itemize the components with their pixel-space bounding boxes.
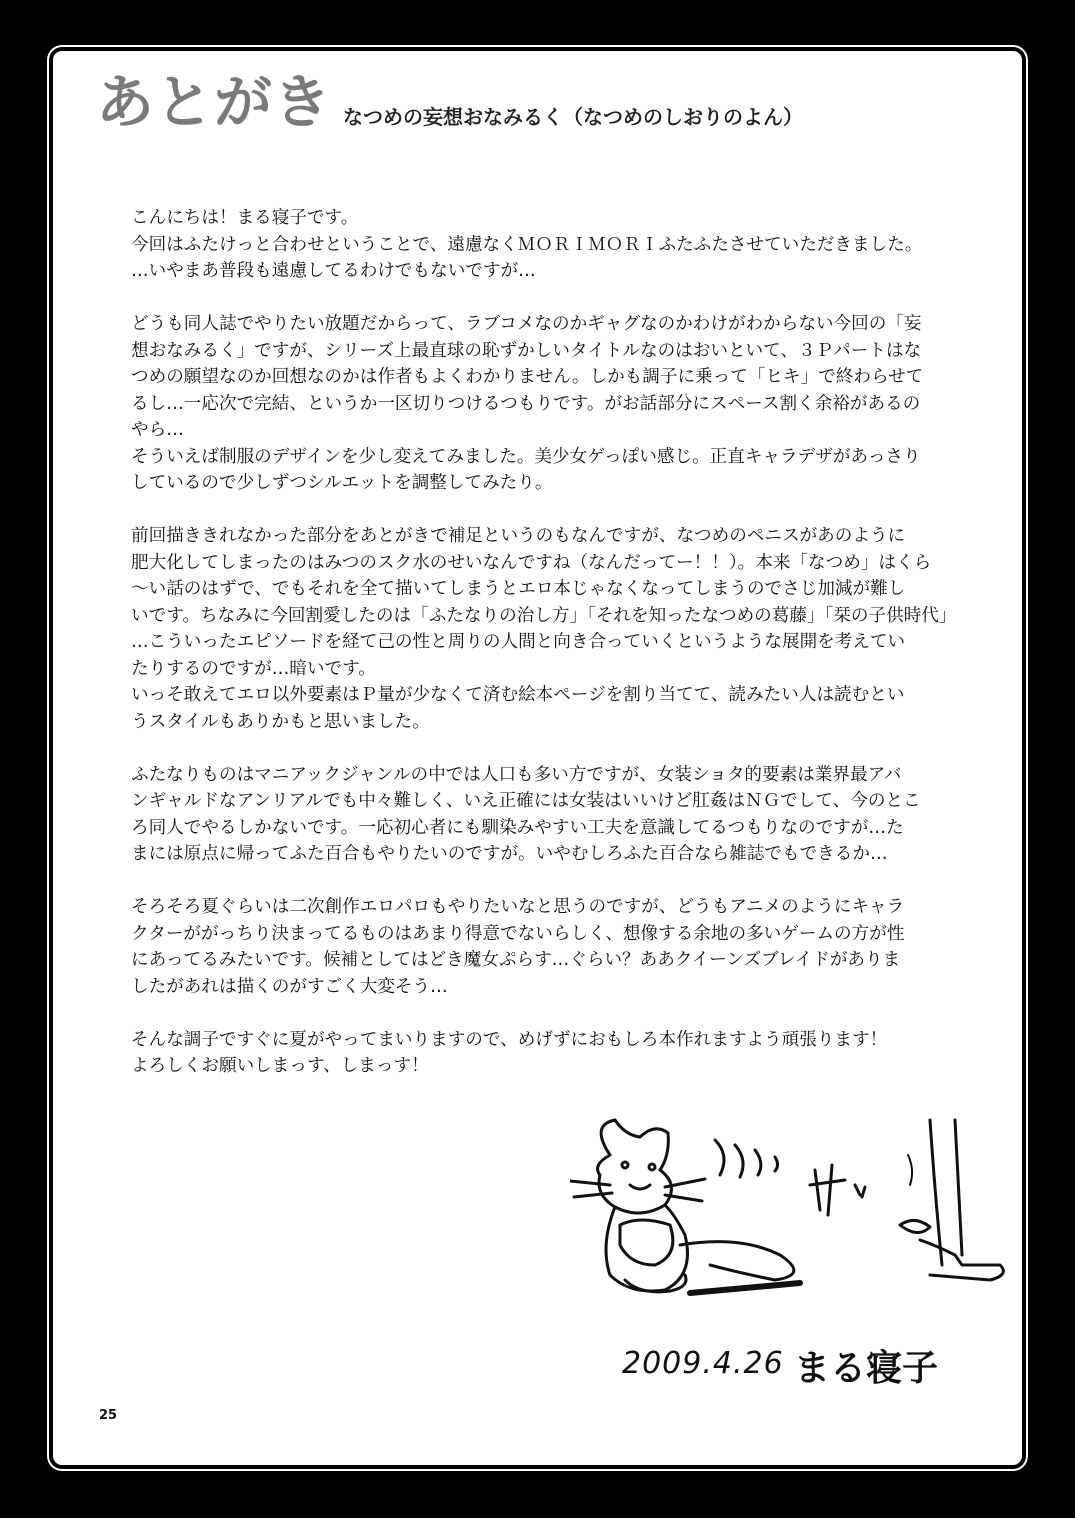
body-line: まには原点に帰ってふた百合もやりたいのですが。いやむしろふた百合なら雑誌でもできるか… — [131, 844, 888, 864]
body-line: しているので少しずつシルエットを調整してみたり。 — [131, 473, 553, 493]
body-line: したがあれは描くのがすごく大変そう… — [131, 976, 448, 997]
body-paragraph — [131, 762, 951, 868]
body-line: そんな調子ですぐに夏がやってまいりますので、めげずにおもしろ本作れますよう頑張ります！ — [131, 1029, 888, 1050]
body-paragraph — [131, 523, 957, 735]
body-line: …こういったエピソードを経て己の性と周りの人間と向き合っていくというような展開を考えてい — [131, 632, 906, 652]
body-line: 前回描ききれなかった部分をあとがきで補足というのもなんですが、なつめのペニスがあのように — [131, 526, 906, 546]
body-line: うスタイルもありかもと思いました。 — [131, 711, 430, 732]
body-paragraph — [131, 311, 951, 497]
body-line: いです。ちなみに今回割愛したのは「ふたなりの治し方」「それを知ったなつめの葛藤」「栞の子供時代」 — [131, 605, 957, 626]
body-paragraph — [131, 894, 951, 1000]
body-line: ふたなりものはマニアックジャンルの中では人口も多い方ですが、女装ショタ的要素は業界最アバ — [131, 764, 902, 785]
signature — [622, 1340, 952, 1400]
body-line: 想おなみるく」ですが、シリーズ上最直球の恥ずかしいタイトルなのはおいといて、３Ｐパートはな — [131, 340, 922, 361]
body-line: 今回はふたけっと合わせということで、遠慮なくＭＯＲＩＭＯＲＩふたふたさせていただきました。 — [131, 234, 923, 255]
header — [96, 70, 996, 140]
body-line: にあってるみたいです。候補としてはどき魔女ぷらす…ぐらい？ああクイーンズブレイドがありま — [131, 950, 901, 970]
body-line: こんにちは！まる寝子です。 — [131, 208, 359, 228]
page-title: あとがき — [96, 68, 333, 136]
cat-doodle-illustration — [570, 1115, 1020, 1315]
body-line: つめの願望なのか回想なのかは作者もよくわかりません。しかも調子に乗って「ヒキ」で終わらせて — [131, 367, 924, 387]
body-line: そろそろ夏ぐらいは二次創作エロパロもやりたいなと思うのですが、どうもアニメのようにキャラ — [131, 897, 905, 917]
body-line: 〜い話のはずで、でもそれを全て描いてしまうとエロ本じゃなくなってしまうのでさじ加減が難し — [131, 579, 906, 599]
body-line: クターががっちり決まってるものはあまり得意でないらしく、想像する余地の多いゲームの方が性 — [131, 923, 905, 944]
body-line: どうも同人誌でやりたい放題だからって、ラブコメなのかギャグなのかわけがわからない今回の「妄 — [131, 314, 922, 334]
body-line: 肥大化してしまったのはみつのスク水のせいなんですね（なんだってー！！）。本来「なつめ」はくら — [131, 552, 932, 573]
body-paragraph — [131, 205, 951, 285]
body-line: たりするのですが…暗いです。 — [131, 658, 376, 679]
body-line: るし…一応次で完結、というか一区切りつけるつもりです。がお話部分にスペース割く余裕があるの — [131, 393, 921, 414]
body-line: やら… — [131, 420, 184, 440]
body-paragraph — [131, 1027, 951, 1080]
afterword-body — [131, 205, 957, 1106]
page-number: 25 — [99, 1408, 118, 1423]
body-line: そういえば制服のデザインを少し変えてみました。美少女ゲっぽい感じ。正直キャラデザがあっさり — [131, 446, 921, 467]
body-line: …いやまあ普段も遠慮してるわけでもないですが… — [131, 261, 536, 281]
body-line: ろ同人でやるしかないです。一応初心者にも馴染みやすい工夫を意識してるつもりなのですが…た — [131, 817, 904, 838]
body-line: よろしくお願いしまっす、しまっす！ — [131, 1056, 429, 1076]
signature-date: 2009.4.26 — [622, 1346, 784, 1381]
signature-name: まる寝子 — [794, 1348, 939, 1389]
body-line: ンギャルドなアンリアルでも中々難しく、いえ正確には女装はいいけど肛姦はＮＧでして、今のとこ — [131, 791, 921, 811]
page-subtitle: なつめの妄想おなみるく（なつめのしおりのよん） — [343, 105, 803, 129]
body-line: いっそ敢えてエロ以外要素はＰ量が少なくて済む絵本ページを割り当てて、読みたい人は読むとい — [131, 685, 905, 705]
